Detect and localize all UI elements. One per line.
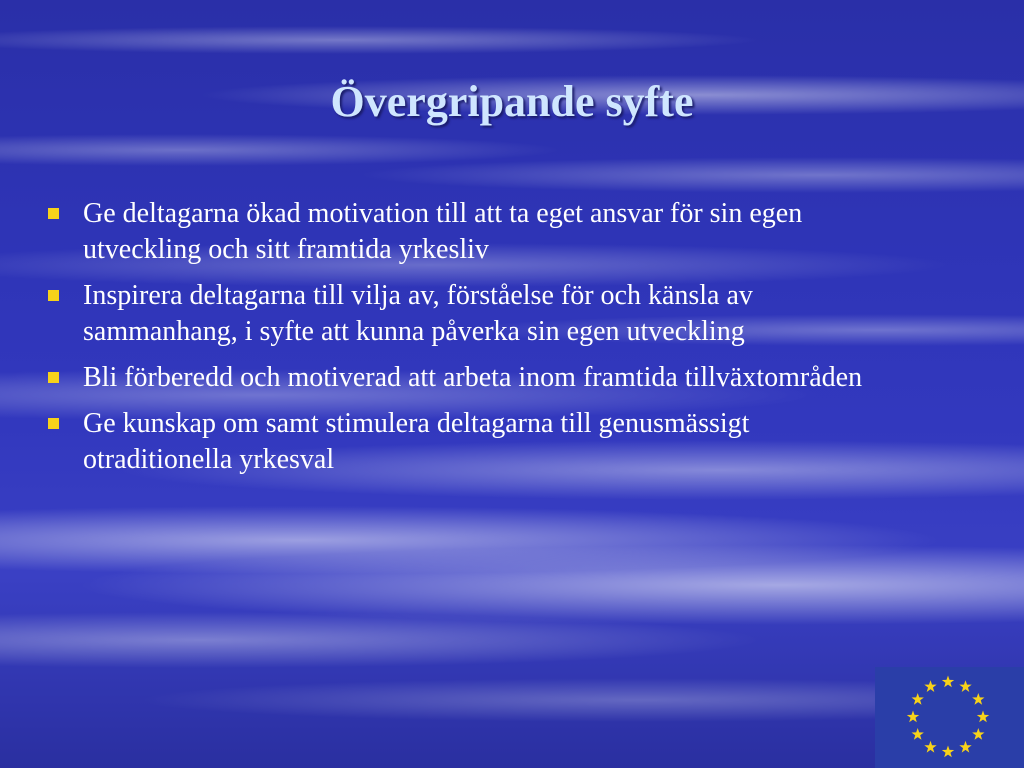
star-icon [942, 676, 954, 688]
star-icon [907, 711, 919, 723]
star-icon [912, 693, 924, 705]
star-icon [942, 746, 954, 758]
bullet-item [44, 278, 904, 350]
bullet-text: Inspirera deltagarna till vilja av, förståelse för och känsla av sammanhang, i syfte att kunna påverka sin egen utveckling [83, 280, 753, 347]
eu-stars-icon [875, 667, 1024, 768]
bullet-text: Ge deltagarna ökad motivation till att ta eget ansvar för sin egen utveckling och sitt framtida yrkesliv [83, 198, 803, 265]
bullet-text: Bli förberedd och motiverad att arbeta inom framtida tillväxtområden [83, 362, 863, 393]
star-icon [977, 711, 989, 723]
star-icon [972, 693, 984, 705]
star-icon [924, 741, 936, 753]
bullet-item [44, 360, 904, 396]
slide-title: Övergripande syfte [330, 77, 694, 126]
star-icon [959, 741, 971, 753]
star-icon [924, 680, 936, 692]
bullet-square-icon [48, 372, 59, 383]
bullet-square-icon [48, 290, 59, 301]
bullet-square-icon [48, 418, 59, 429]
eu-flag-icon [875, 667, 1024, 768]
bullet-item [44, 406, 904, 478]
bullet-square-icon [48, 208, 59, 219]
bullet-item [44, 196, 904, 268]
star-icon [912, 728, 924, 740]
bullet-list [44, 196, 904, 488]
star-icon [959, 680, 971, 692]
bullet-text: Ge kunskap om samt stimulera deltagarna till genusmässigt otraditionella yrkesval [83, 408, 750, 475]
star-icon [972, 728, 984, 740]
